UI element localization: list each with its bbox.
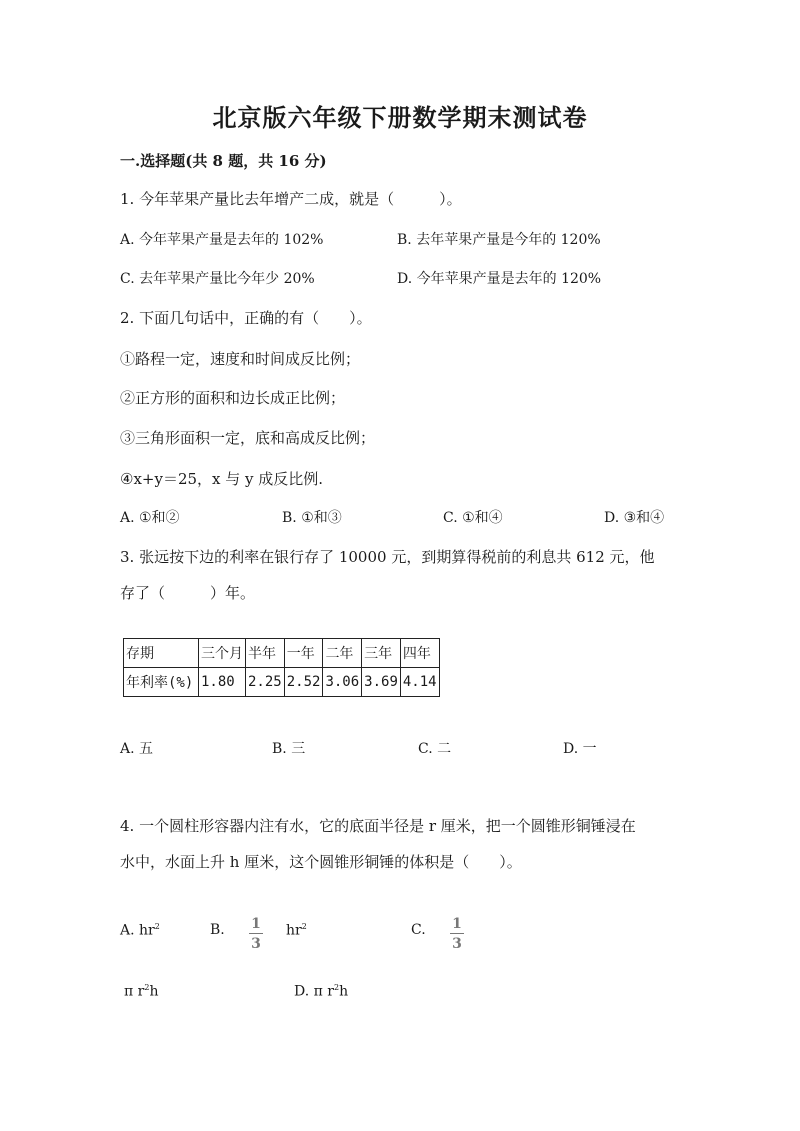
- question-2-option-c[interactable]: C. ①和④: [443, 510, 503, 526]
- table-cell: 存期: [124, 639, 199, 668]
- question-4-option-c-continuation: π $r^2h$: [124, 983, 159, 1000]
- fraction-one-third: 1 3: [450, 916, 464, 952]
- question-4-option-c-label[interactable]: C.: [411, 922, 426, 938]
- question-1-option-a[interactable]: A. 今年苹果产量是去年的 102%: [120, 232, 324, 248]
- question-2-statement-1: ①路程一定，速度和时间成反比例；: [120, 350, 361, 368]
- question-1-option-b[interactable]: B. 去年苹果产量是今年的 120%: [397, 232, 601, 248]
- question-2-statement-4: ④x+y＝25，x 与 y 成反比例.: [120, 470, 324, 488]
- table-cell: 1.80: [199, 668, 246, 697]
- table-cell: 一年: [284, 639, 323, 668]
- question-2-option-d[interactable]: D. ③和④: [604, 510, 665, 526]
- question-4-text-line-1: 4. 一个圆柱形容器内注有水，它的底面半径是 r 厘米，把一个圆锥形铜锤浸在: [120, 817, 636, 835]
- table-row: [124, 639, 440, 668]
- question-1-text: 1. 今年苹果产量比去年增产二成，就是（ ）。: [120, 190, 462, 208]
- page-title: 北京版六年级下册数学期末测试卷: [212, 103, 588, 132]
- question-4-option-b-expression: $hr^2$: [286, 922, 307, 939]
- table-cell: 3.69: [362, 668, 401, 697]
- question-3-text-line-2: 存了（ ）年。: [120, 584, 256, 602]
- question-4-option-a[interactable]: A. $hr^2$: [120, 922, 160, 939]
- question-2-text: 2. 下面几句话中，正确的有（ ）。: [120, 309, 372, 327]
- question-4-text-line-2: 水中，水面上升 h 厘米，这个圆锥形铜锤的体积是（ ）。: [120, 853, 522, 871]
- question-4-option-d[interactable]: D. π $r^2h$: [294, 983, 349, 1000]
- fraction-one-third: 1 3: [249, 916, 263, 952]
- table-cell: 二年: [323, 639, 362, 668]
- table-cell: 年利率(%): [124, 668, 199, 697]
- question-3-option-b[interactable]: B. 三: [272, 741, 306, 757]
- question-2-option-a[interactable]: A. ①和②: [120, 510, 180, 526]
- table-cell: 四年: [400, 639, 439, 668]
- table-cell: 4.14: [400, 668, 439, 697]
- table-row: [124, 668, 440, 697]
- question-1-option-d[interactable]: D. 今年苹果产量是去年的 120%: [397, 271, 602, 287]
- table-cell: 半年: [246, 639, 285, 668]
- question-2-statement-3: ③三角形面积一定，底和高成反比例；: [120, 429, 376, 447]
- question-3-option-d[interactable]: D. 一: [563, 741, 597, 757]
- section-heading: 一.选择题(共 8 题，共 16 分): [120, 152, 327, 170]
- question-4-option-b-label[interactable]: B.: [210, 922, 225, 938]
- table-cell: 2.52: [284, 668, 323, 697]
- question-2-option-b[interactable]: B. ①和③: [282, 510, 342, 526]
- interest-rate-table: [123, 638, 440, 697]
- question-1-option-c[interactable]: C. 去年苹果产量比今年少 20%: [120, 271, 315, 287]
- table-cell: 3.06: [323, 668, 362, 697]
- table-cell: 2.25: [246, 668, 285, 697]
- question-3-text-line-1: 3. 张远按下边的利率在银行存了 10000 元，到期算得税前的利息共 612 元，他: [120, 548, 655, 566]
- question-2-statement-2: ②正方形的面积和边长成正比例；: [120, 389, 346, 407]
- question-3-option-a[interactable]: A. 五: [120, 741, 154, 757]
- table-cell: 三年: [362, 639, 401, 668]
- table-cell: 三个月: [199, 639, 246, 668]
- question-3-option-c[interactable]: C. 二: [418, 741, 452, 757]
